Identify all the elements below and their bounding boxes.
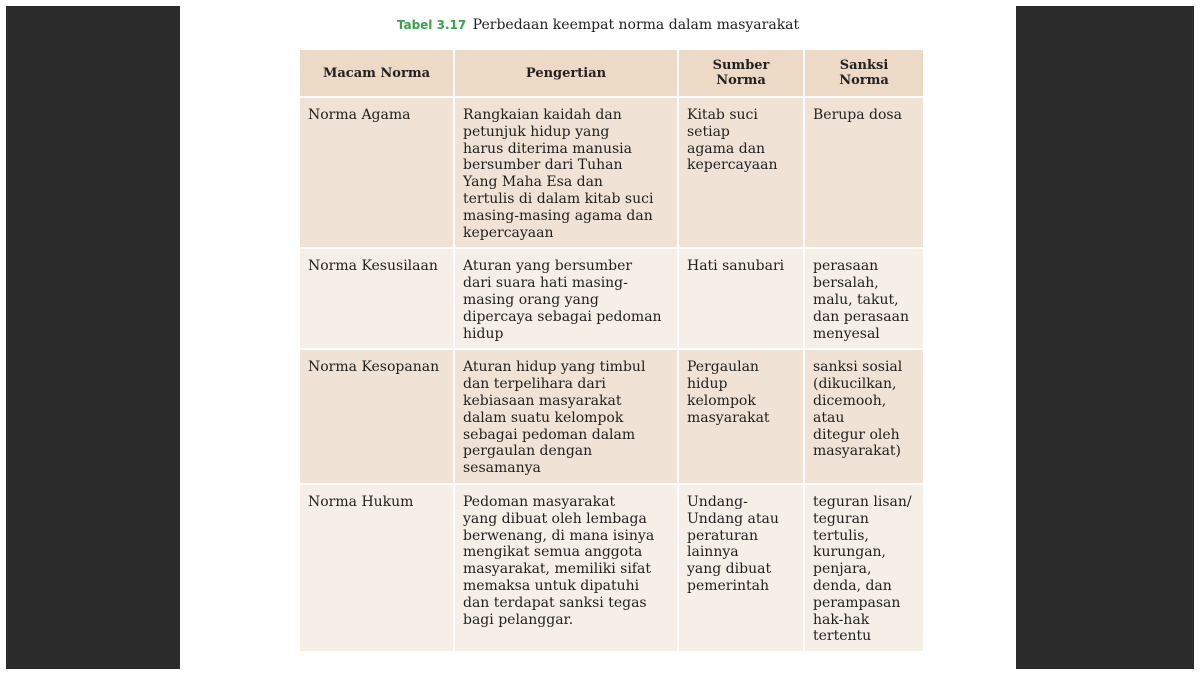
- table-row: [299, 484, 924, 652]
- norms-table: [298, 48, 925, 653]
- viewer-left-margin: [6, 6, 180, 669]
- cell-pengertian: Rangkaian kaidah dan petunjuk hidup yang harus diterima manusia bersumber dari Tuhan Yang Maha Esa dan tertulis di dalam kitab suci masing-masing agama dan kepercayaan: [454, 97, 678, 248]
- cell-macam-norma: Norma Agama: [299, 97, 454, 248]
- cell-sumber-norma: Kitab suci setiap agama dan kepercayaan: [678, 97, 804, 248]
- cell-sumber-norma: Hati sanubari: [678, 248, 804, 349]
- table-caption: [180, 17, 1016, 33]
- cell-sanksi-norma: perasaan bersalah, malu, takut, dan perasaan menyesal: [804, 248, 924, 349]
- cell-sanksi-norma: Berupa dosa: [804, 97, 924, 248]
- cell-pengertian: Aturan hidup yang timbul dan terpelihara dari kebiasaan masyarakat dalam suatu kelompok sebagai pedoman dalam pergaulan dengan sesamanya: [454, 349, 678, 484]
- cell-macam-norma: Norma Kesopanan: [299, 349, 454, 484]
- cell-sumber-norma: Pergaulan hidup kelompok masyarakat: [678, 349, 804, 484]
- cell-sanksi-norma: teguran lisan/ teguran tertulis, kurungan, penjara, denda, dan perampasan hak-hak tertentu: [804, 484, 924, 652]
- cell-macam-norma: Norma Hukum: [299, 484, 454, 652]
- cell-sanksi-norma: sanksi sosial (dikucilkan, dicemooh, atau ditegur oleh masyarakat): [804, 349, 924, 484]
- cell-pengertian: Pedoman masyarakat yang dibuat oleh lembaga berwenang, di mana isinya mengikat semua anggota masyarakat, memiliki sifat memaksa untuk dipatuhi dan terdapat sanksi tegas bagi pelanggar.: [454, 484, 678, 652]
- cell-sumber-norma: Undang- Undang atau peraturan lainnya yang dibuat pemerintah: [678, 484, 804, 652]
- table-row: [299, 248, 924, 349]
- table-caption-label: Tabel 3.17: [396, 18, 467, 32]
- cell-pengertian: Aturan yang bersumber dari suara hati masing- masing orang yang dipercaya sebagai pedoman hidup: [454, 248, 678, 349]
- header-pengertian: Pengertian: [454, 49, 678, 97]
- header-sumber-norma: Sumber Norma: [678, 49, 804, 97]
- table-caption-title: Perbedaan keempat norma dalam masyarakat: [472, 17, 800, 33]
- table-header-row: [299, 49, 924, 97]
- header-macam-norma: Macam Norma: [299, 49, 454, 97]
- table-row: [299, 97, 924, 248]
- document-page: [180, 6, 1016, 669]
- cell-macam-norma: Norma Kesusilaan: [299, 248, 454, 349]
- viewer-right-margin: [1016, 6, 1194, 669]
- table-row: [299, 349, 924, 484]
- header-sanksi-norma: Sanksi Norma: [804, 49, 924, 97]
